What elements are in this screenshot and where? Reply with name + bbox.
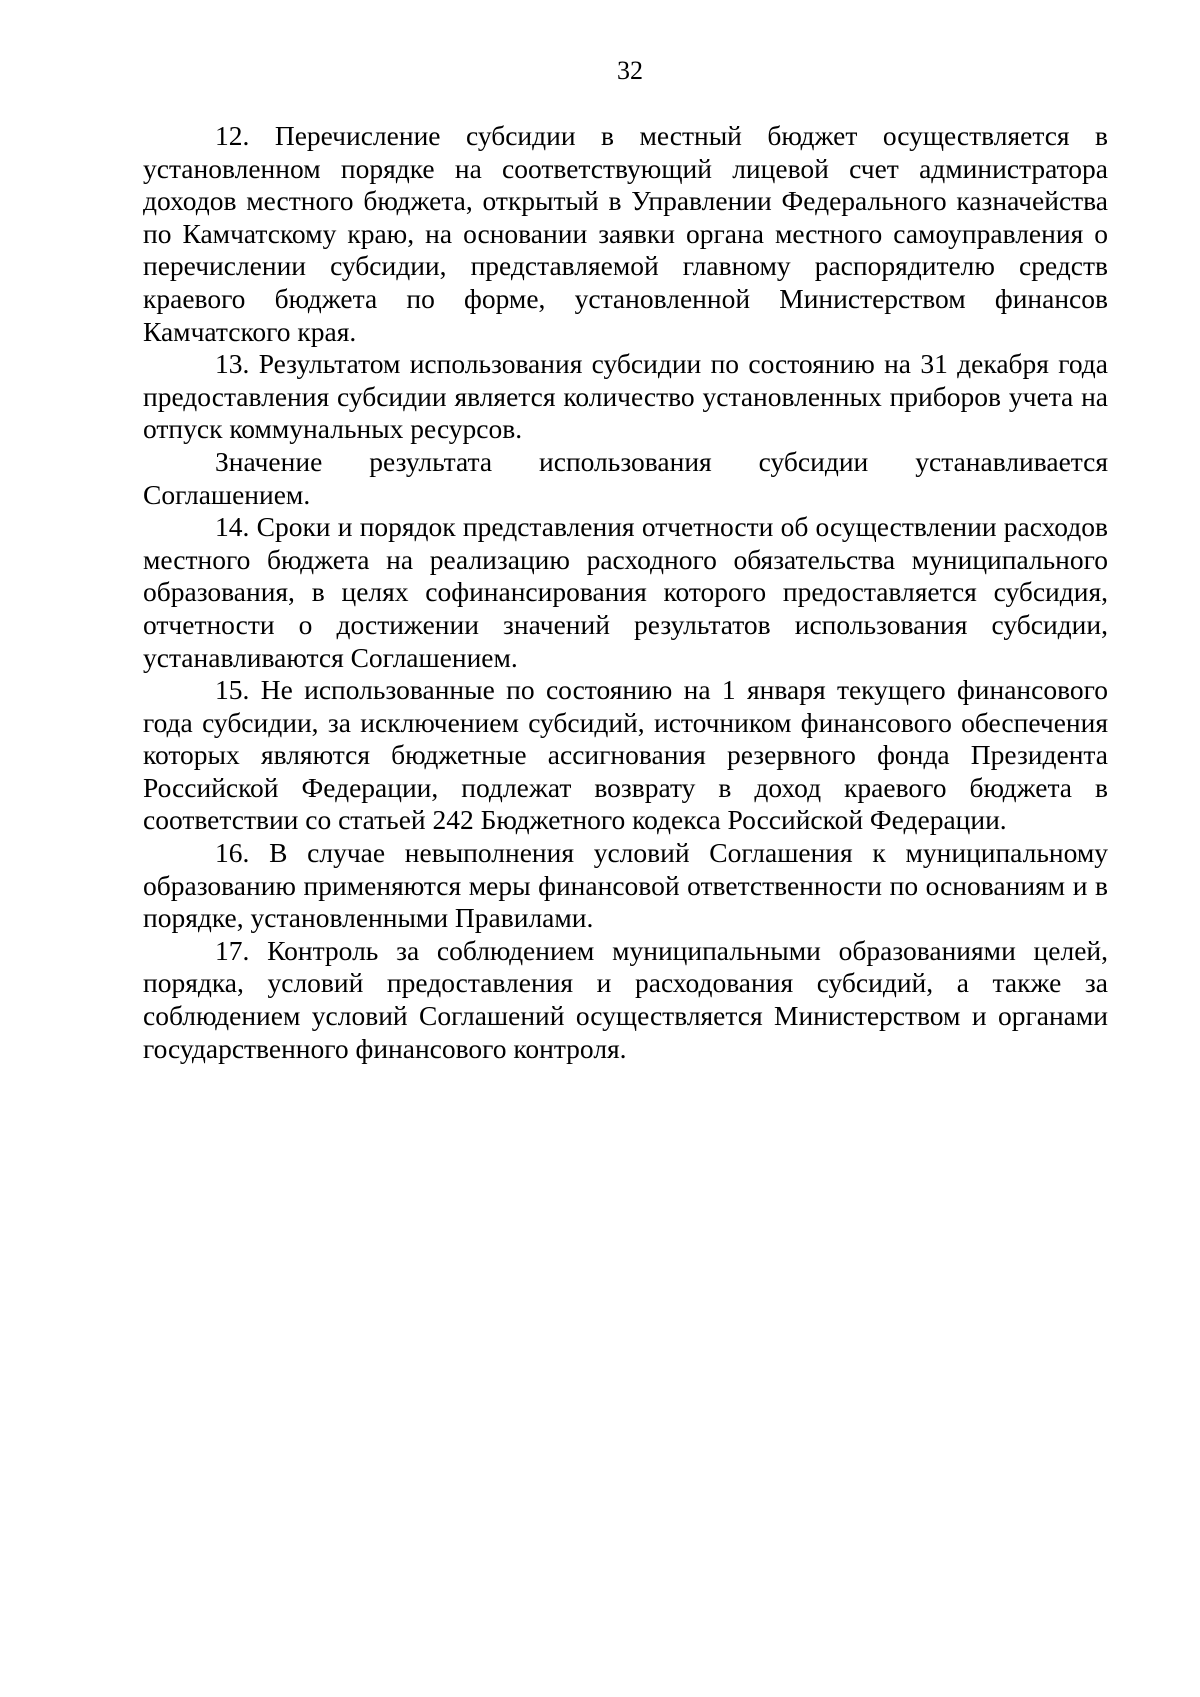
paragraph-17: 17. Контроль за соблюдением муниципальными образованиями целей, порядка, условий предоставления и расходования субсидий, а также за соблюдением условий Соглашений осуществляется Министерством и органами государственного финансового контроля.: [143, 934, 1108, 1064]
paragraph-13-value: Значение результата использования субсидии устанавливается Соглашением.: [143, 445, 1108, 510]
paragraph-13: 13. Результатом использования субсидии по состоянию на 31 декабря года предоставления субсидии является количество установленных приборов учета на отпуск коммунальных ресурсов.: [143, 348, 1108, 445]
page-number: 32: [617, 56, 643, 85]
paragraph-15: 15. Не использованные по состоянию на 1 января текущего финансового года субсидии, за исключением субсидий, источником финансового обеспечения которых являются бюджетные ассигнования резервного фонда Президента Российской Федерации, подлежат возврату в доход краевого бюджета в соответствии со статьей 242 Бюджетного кодекса Российской Федерации.: [143, 674, 1108, 836]
document-body: [143, 120, 1108, 1065]
paragraph-12: 12. Перечисление субсидии в местный бюджет осуществляется в установленном порядке на соответствующий лицевой счет администратора доходов местного бюджета, открытый в Управлении Федерального казначейства по Камчатскому краю, на основании заявки органа местного самоуправления о перечислении субсидии, представляемой главному распорядителю средств краевого бюджета по форме, установленной Министерством финансов Камчатского края.: [143, 120, 1108, 347]
paragraph-16: 16. В случае невыполнения условий Соглашения к муниципальному образованию применяются меры финансовой ответственности по основаниям и в порядке, установленными Правилами.: [143, 837, 1108, 934]
paragraph-14: 14. Сроки и порядок представления отчетности об осуществлении расходов местного бюджета на реализацию расходного обязательства муниципального образования, в целях софинансирования которого предоставляется субсидия, отчетности о достижении значений результатов использования субсидии, устанавливаются Соглашением.: [143, 511, 1108, 673]
